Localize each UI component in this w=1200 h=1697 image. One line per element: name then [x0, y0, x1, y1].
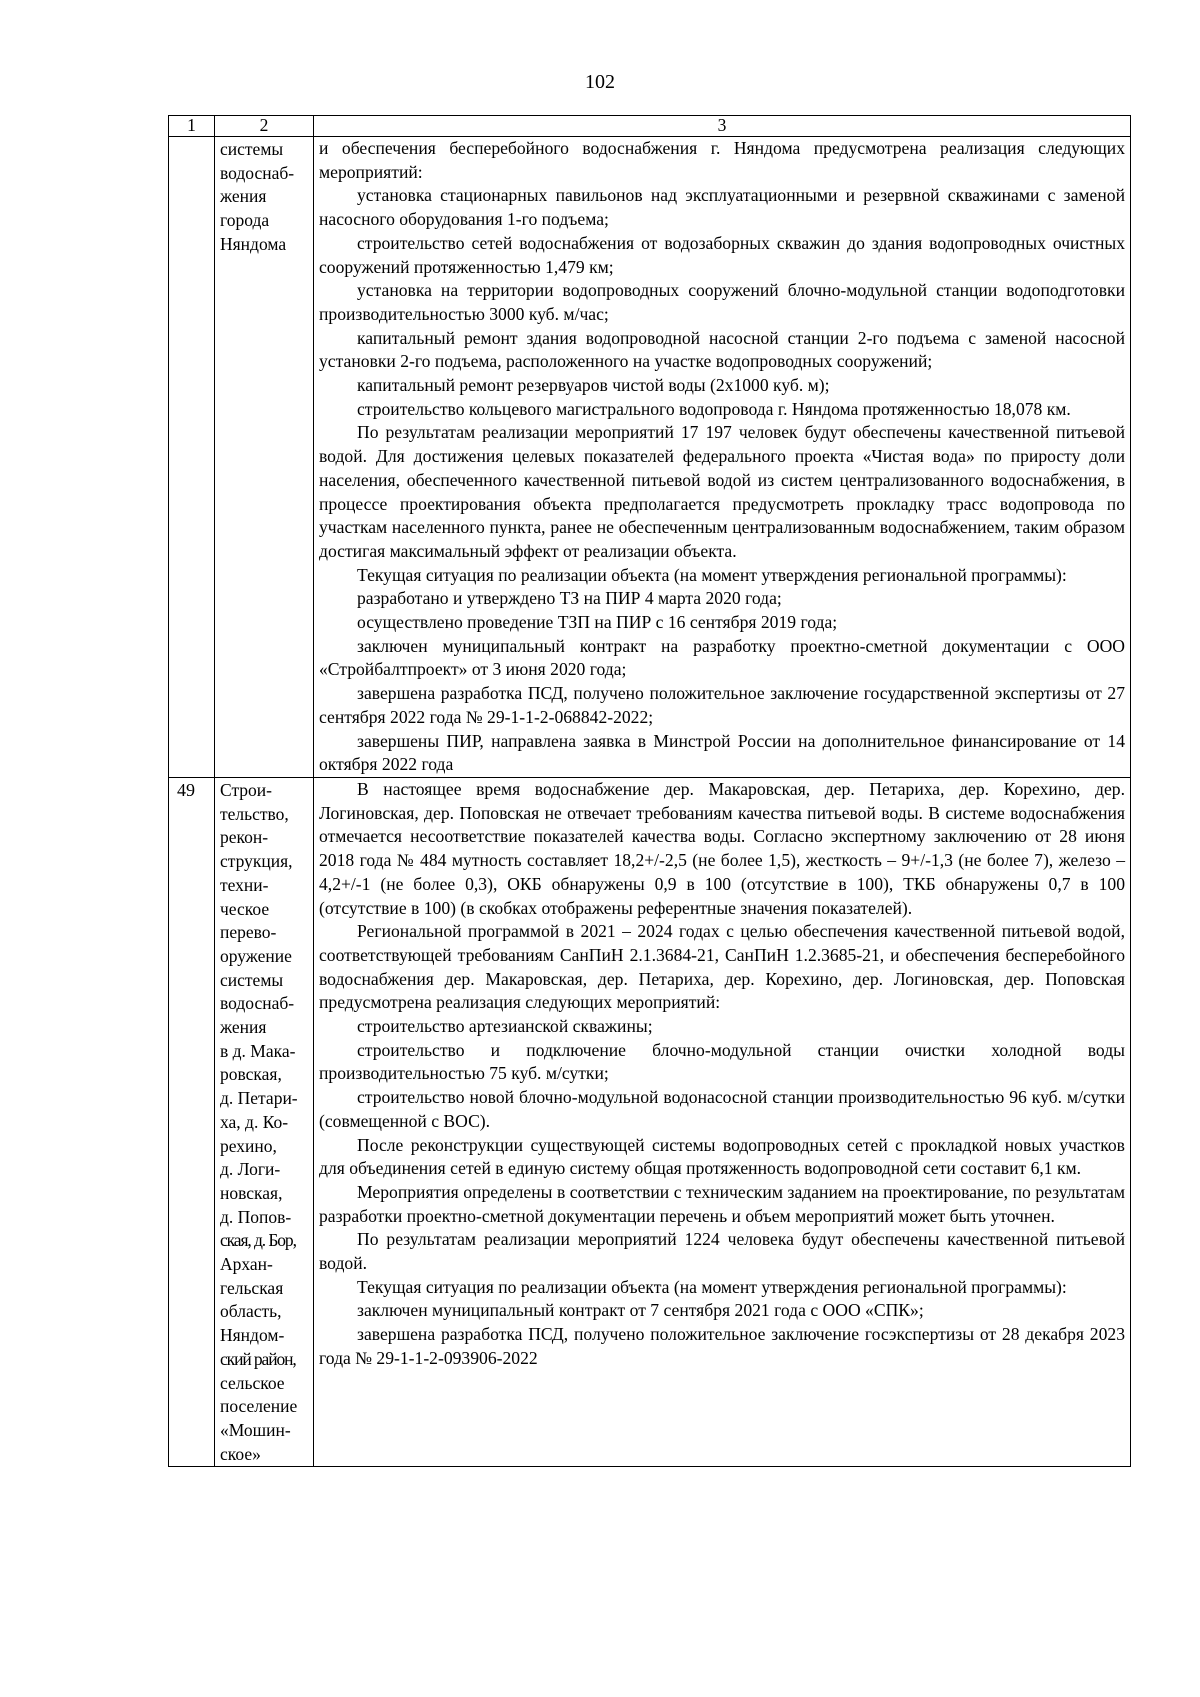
object-name-line: д. Попов-	[220, 1206, 292, 1227]
description-paragraph: Текущая ситуация по реализации объекта (на момент утверждения региональной программы):	[357, 1276, 1067, 1297]
description-paragraph: После реконструкции существующей системы водопроводных сетей с прокладкой новых участков для объединения сетей в единую систему общая протяженность водопроводной сети составит 6,1 км.	[319, 1134, 1125, 1179]
table-header-row	[169, 116, 1131, 137]
object-name-line: струкция,	[220, 851, 293, 872]
object-name-line: системы	[220, 139, 284, 159]
description-paragraph: строительство новой блочно-модульной водонасосной станции производительностью 96 куб. м/сутки (совмещенной с ВОС).	[319, 1087, 1125, 1131]
description-paragraph: установка на территории водопроводных сооружений блочно-модульной станции водоподготовки производительностью 3000 куб. м/час;	[319, 280, 1125, 324]
description-paragraph: установка стационарных павильонов над эксплуатационными и резервной скважинами с заменой насосного оборудования 1-го подъема;	[319, 185, 1125, 230]
object-name-line: оружение	[220, 945, 292, 966]
description-paragraph: Текущая ситуация по реализации объекта (на момент утверждения региональной программы):	[357, 564, 1067, 585]
description-paragraph: Региональной программой в 2021 – 2024 годах с целью обеспечения качественной питьевой водой, соответствующей требованиям СанПиН 2.1.3684-21, СанПиН 1.2.3685-21, и обеспечения бесперебойного водоснабжения дер. Макаровская, дер. Петариха, дер. Корехино, дер. Логиновская, дер. Поповская предусмотрена реализация следующих мероприятий:	[319, 921, 1125, 1013]
object-name-line: Няндома	[220, 233, 287, 254]
object-name-line: Няндом-	[220, 1325, 285, 1346]
page-number: 102	[585, 71, 615, 93]
object-name-line: перево-	[220, 922, 277, 943]
description-paragraph: строительство артезианской скважины;	[357, 1016, 653, 1037]
object-name-line: Строи-	[220, 779, 272, 800]
description-paragraph: строительство кольцевого магистрального водопровода г. Няндома протяженностью 18,078 км.	[357, 398, 1071, 419]
object-name-line: города	[220, 210, 270, 231]
object-name-line: рекон-	[220, 827, 269, 848]
object-name-line: ская, д. Бор,	[220, 1230, 296, 1251]
description-paragraph: завершена разработка ПСД, получено положительное заключение госэкспертизы от 28 декабря 2023 года № 29-1-1-2-093906-2022	[319, 1324, 1125, 1368]
object-name-line: ческое	[220, 898, 270, 919]
object-name-line: новская,	[220, 1182, 283, 1203]
object-description	[314, 137, 1131, 778]
description-paragraph: строительство и подключение блочно-модульной станции очистки холодной воды производительностью 75 куб. м/сутки;	[319, 1039, 1125, 1084]
object-name-line: жения	[220, 1017, 267, 1038]
description-paragraph: строительство сетей водоснабжения от водозаборных скважин до здания водопроводных очистных сооружений протяженностью 1,479 км;	[319, 232, 1125, 277]
table-row	[169, 137, 1131, 778]
object-name-line: «Мошин-	[220, 1419, 291, 1440]
object-name-line: ха, д. Ко-	[220, 1111, 289, 1132]
header-col-3: 3	[314, 116, 1131, 137]
description-paragraph: осуществлено проведение ТЗП на ПИР с 16 сентября 2019 года;	[357, 612, 838, 633]
object-name-line: ское»	[220, 1443, 261, 1464]
object-name-line: поселение	[220, 1396, 298, 1417]
object-name-line: Архан-	[220, 1254, 273, 1275]
description-paragraph: По результатам реализации мероприятий 1224 человека будут обеспечены качественной питьевой водой.	[319, 1229, 1125, 1274]
object-name-line: в д. Мака-	[220, 1040, 296, 1061]
table-row	[169, 777, 1131, 1466]
program-table	[168, 115, 1131, 1467]
row-number: 49	[169, 777, 215, 1466]
object-name-line: ровская,	[220, 1064, 282, 1085]
object-name-line: техни-	[220, 874, 269, 895]
description-paragraph: В настоящее время водоснабжение дер. Макаровская, дер. Петариха, дер. Корехино, дер. Логиновская, дер. Поповская не отвечает требованиям качества питьевой воды. В системе водоснабжения отмечается несоответствие показателей качества воды. Согласно экспертному заключению от 28 июня 2018 года № 484 мутность составляет 18,2+/-2,5 (не более 1,5), жесткость – 9+/-1,3 (не более 7), железо – 4,2+/-1 (не более 0,3), ОКБ обнаружены 0,9 в 100 (отсутствие в 100), ТКБ обнаружены 0,7 в 100 (отсутствие в 100) (в скобках отображены референтные значения показателей).	[319, 778, 1125, 918]
description-paragraph: завершены ПИР, направлена заявка в Минстрой России на дополнительное финансирование от 14 октября 2022 года	[319, 730, 1125, 775]
object-name-line: д. Петари-	[220, 1088, 298, 1109]
object-name-line: водоснаб-	[220, 993, 295, 1014]
object-name-line: гельская	[220, 1277, 284, 1298]
description-paragraph: капитальный ремонт здания водопроводной насосной станции 2-го подъема с заменой насосной установки 2-го подъема, расположенного на участке водопроводных сооружений;	[319, 327, 1125, 372]
description-paragraph: завершена разработка ПСД, получено положительное заключение государственной экспертизы от 27 сентября 2022 года № 29-1-1-2-068842-2022;	[319, 683, 1125, 727]
description-paragraph: и обеспечения бесперебойного водоснабжения г. Няндома предусмотрена реализация следующих мероприятий:	[319, 138, 1125, 182]
description-paragraph: По результатам реализации мероприятий 17 197 человек будут обеспечены качественной питьевой водой. Для достижения целевых показателей федерального проекта «Чистая вода» по приросту доли населения, обеспеченного качественной питьевой водой из систем централизованного водоснабжения, в процессе проектирования объекта предполагается предусмотреть прокладку трасс водопровода по участкам населенного пункта, ранее не обеспеченным централизованным водоснабжением, таким образом достигая максимальный эффект от реализации объекта.	[319, 422, 1125, 561]
object-name-line: ский район,	[220, 1348, 296, 1369]
description-paragraph: заключен муниципальный контракт на разработку проектно-сметной документации с ООО «Стройбалтпроект» от 3 июня 2020 года;	[319, 635, 1125, 680]
object-name-line: водоснаб-	[220, 162, 295, 183]
description-paragraph: разработано и утверждено ТЗ на ПИР 4 марта 2020 года;	[357, 588, 782, 609]
header-col-2: 2	[215, 116, 314, 137]
header-col-1: 1	[169, 116, 215, 137]
object-name-line: д. Логи-	[220, 1159, 281, 1180]
object-name-line: рехино,	[220, 1135, 277, 1156]
object-name-line: сельское	[220, 1372, 285, 1393]
object-name	[215, 777, 314, 1466]
row-number	[169, 137, 215, 778]
description-paragraph: Мероприятия определены в соответствии с техническим заданием на проектирование, по результатам разработки проектно-сметной документации перечень и объем мероприятий может быть уточнен.	[319, 1181, 1125, 1226]
object-name-line: жения	[220, 186, 267, 207]
description-paragraph: капитальный ремонт резервуаров чистой воды (2х1000 куб. м);	[357, 375, 830, 396]
object-description	[314, 777, 1131, 1466]
object-name-line: область,	[220, 1301, 282, 1322]
object-name-line: тельство,	[220, 803, 289, 824]
description-paragraph: заключен муниципальный контракт от 7 сентября 2021 года с ООО «СПК»;	[357, 1300, 924, 1321]
object-name	[215, 137, 314, 778]
object-name-line: системы	[220, 969, 284, 990]
